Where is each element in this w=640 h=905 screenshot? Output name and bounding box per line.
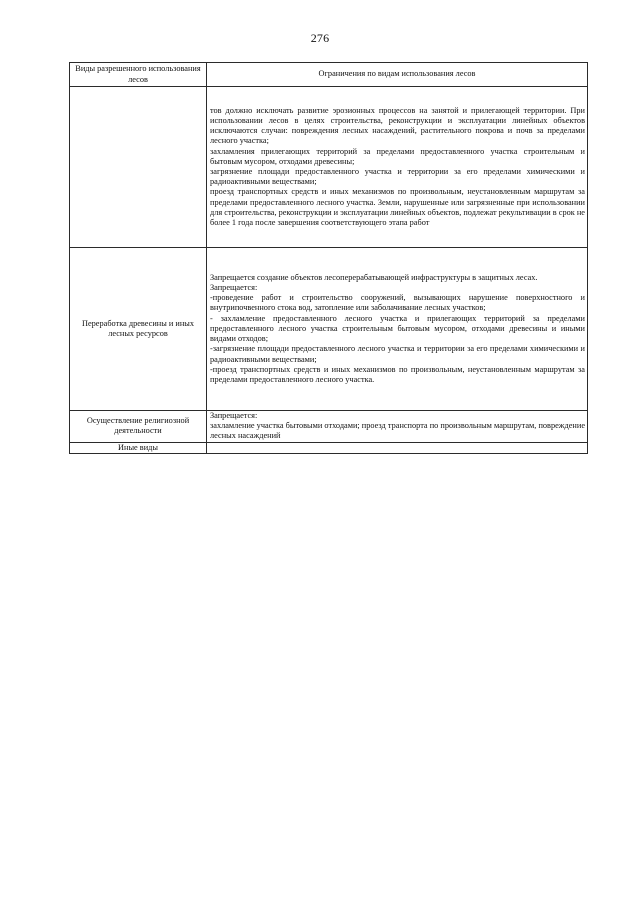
restriction-paragraph: -загрязнение площади предоставленного лесного участка и территории за его пределами химическими и радиоактивными веществами; [210, 344, 585, 364]
restriction-paragraph: загрязнение площади предоставленного участка и территории за его пределами химическими и радиоактивными веществами; [210, 167, 585, 187]
restriction-paragraph: Запрещается создание объектов лесоперерабатывающей инфраструктуры в защитных лесах. [210, 272, 538, 282]
table-row [70, 411, 588, 443]
table-row [70, 248, 588, 411]
restriction-paragraph: тов должно исключать развитие эрозионных процессов на занятой и прилегающей территории. При использовании лесов в целях строительства, реконструкции и эксплуатации линейных объектов исключаются случаи: повреждения лесных насаждений, растительного покрова и почв за пределами лесного участка; [210, 105, 585, 146]
restriction-paragraph: Запрещается: [210, 283, 258, 293]
restriction-paragraph: -проведение работ и строительство сооружений, вызывающих нарушение поверхностного и внутрипочвенного стока вод, затопление или заболачивание лесных участков; [210, 293, 585, 313]
restriction-paragraph: - захламление предоставленного лесного участка и прилегающих территорий за пределами предоставленного лесного участка строительным бытовым мусором, отходами древесины и иными видами отходов; [210, 313, 585, 344]
restriction-paragraph: проезд транспортных средств и иных механизмов по произвольным, неустановленным маршрутам за пределами предоставленного лесного участка. Земли, нарушенные или загрязненные при использовании для строительства, реконструкции и эксплуатации линейных объектов, подлежат рекультивации в срок не более 1 года после завершения соответствующего этапа работ [210, 187, 585, 228]
header-restrictions: Ограничения по видам использования лесов [207, 63, 588, 87]
use-kind-cell: Переработка древесины и иных лесных ресурсов [70, 248, 207, 411]
table-row [70, 87, 588, 248]
restrictions-cell [207, 411, 588, 443]
restrictions-cell [207, 87, 588, 248]
use-kind-cell [70, 87, 207, 248]
restriction-paragraph: Запрещается: [210, 411, 258, 420]
restrictions-cell [207, 248, 588, 411]
restriction-paragraph: -проезд транспортных средств и иных механизмов по произвольным, неустановленным маршрутам за пределами предоставленного лесного участка. [210, 364, 585, 384]
page-number: 276 [310, 31, 330, 45]
table-header-row [70, 63, 588, 87]
table-row [70, 442, 588, 453]
restriction-paragraph: захламление участка бытовыми отходами; проезд транспорта по произвольным маршрутам, повреждение лесных насаждений [210, 421, 585, 441]
use-kind-cell: Иные виды [70, 442, 207, 453]
forest-use-restrictions-table [69, 62, 588, 454]
use-kind-cell: Осуществление религиозной деятельности [70, 411, 207, 443]
restrictions-cell [207, 442, 588, 453]
restriction-paragraph: захламления прилегающих территорий за пределами предоставленного участка строительным и бытовым мусором, отходами древесины; [210, 146, 585, 166]
header-forest-use-kinds: Виды разрешенного использования лесов [70, 63, 207, 87]
